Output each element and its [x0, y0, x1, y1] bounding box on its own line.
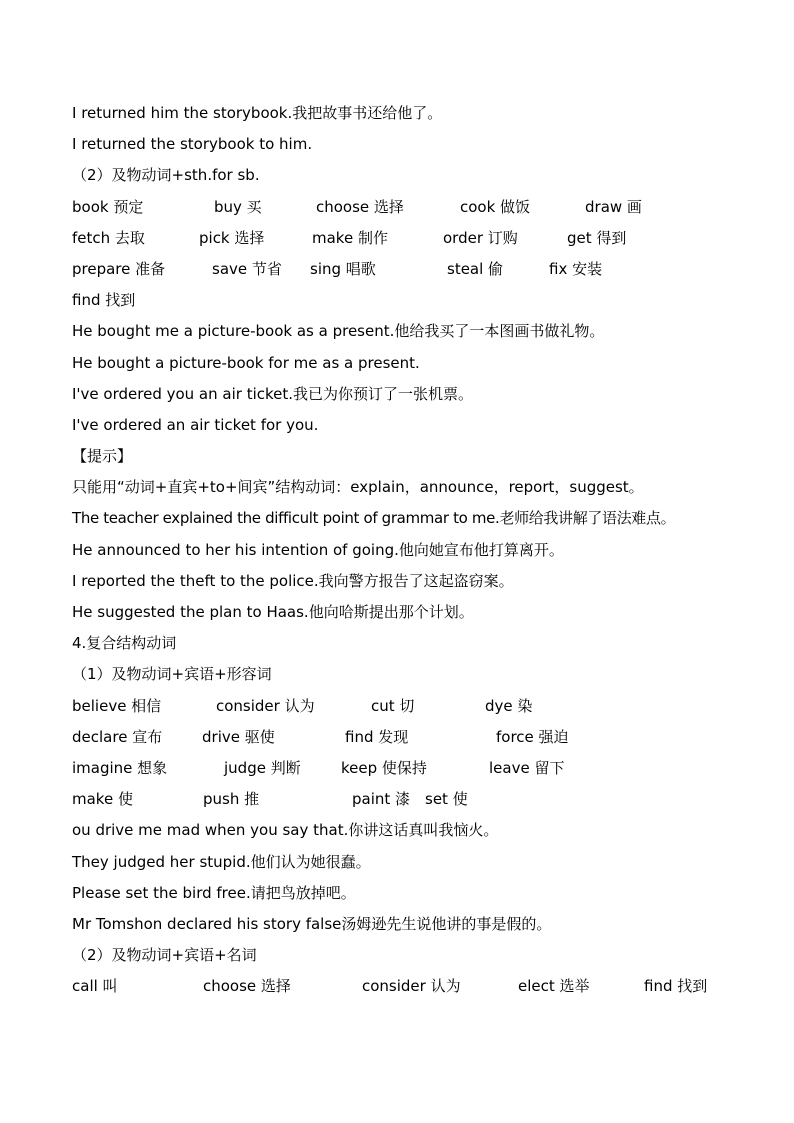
section-heading: （1）及物动词+宾语+形容词 — [72, 665, 272, 684]
vocab-item: choose 选择 — [316, 197, 404, 216]
vocab-item: make 使 — [72, 790, 133, 809]
vocab-item: declare 宣布 — [72, 727, 163, 746]
vocab-item: fix 安装 — [549, 259, 603, 278]
vocab-item: paint 漆 — [352, 790, 411, 809]
section-heading: （2）及物动词+sth.for sb. — [72, 166, 260, 185]
example-sentence: He suggested the plan to Haas.他向哈斯提出那个计划。 — [72, 603, 474, 621]
example-sentence: They judged her stupid.他们认为她很蠢。 — [72, 852, 371, 871]
vocab-item: force 强迫 — [496, 727, 569, 746]
vocab-row — [72, 784, 762, 815]
example-sentence: He bought me a picture-book as a present.他给我买了一本图画书做礼物。 — [72, 322, 605, 341]
section-heading: 4.复合结构动词 — [72, 634, 177, 653]
vocab-item: pick 选择 — [199, 228, 265, 247]
vocab-row — [72, 971, 762, 1002]
vocab-item: prepare 准备 — [72, 259, 166, 278]
tip-heading: 【提示】 — [72, 447, 133, 466]
example-sentence: I've ordered you an air ticket.我已为你预订了一张机票。 — [72, 384, 474, 403]
vocab-item: elect 选举 — [518, 977, 590, 996]
vocab-item: push 推 — [203, 790, 260, 809]
vocab-row — [72, 223, 762, 254]
vocab-row — [72, 691, 762, 722]
vocab-item: imagine 想象 — [72, 758, 168, 777]
vocab-row — [72, 192, 762, 223]
vocab-item: keep 使保持 — [341, 758, 427, 777]
vocab-item: draw 画 — [585, 197, 642, 216]
example-sentence: ou drive me mad when you say that.你讲这话真叫我恼火。 — [72, 821, 499, 840]
vocab-row — [72, 722, 762, 753]
vocab-item: set 使 — [425, 790, 468, 809]
example-sentence: The teacher explained the difficult point of grammar to me.老师给我讲解了语法难点。 — [72, 509, 676, 528]
vocab-item: leave 留下 — [489, 758, 565, 777]
example-sentence: I've ordered an air ticket for you. — [72, 415, 319, 434]
vocab-item: fetch 去取 — [72, 228, 145, 247]
tip-text: 只能用“动词+直宾+to+间宾”结构动词：explain，announce，report，suggest。 — [72, 478, 644, 497]
example-sentence: Mr Tomshon declared his story false汤姆逊先生说他讲的事是假的。 — [72, 914, 552, 933]
vocab-item: cut 切 — [371, 696, 415, 715]
vocab-item: believe 相信 — [72, 696, 162, 715]
vocab-item: drive 驱使 — [202, 727, 275, 746]
vocab-item: sing 唱歌 — [310, 259, 376, 278]
vocab-item: make 制作 — [312, 228, 388, 247]
example-sentence: He announced to her his intention of going.他向她宣布他打算离开。 — [72, 540, 564, 559]
example-sentence: I returned him the storybook.我把故事书还给他了。 — [72, 104, 443, 122]
example-sentence: He bought a picture-book for me as a present. — [72, 353, 420, 372]
example-sentence: Please set the bird free.请把鸟放掉吧。 — [72, 883, 356, 902]
example-sentence: I returned the storybook to him. — [72, 135, 313, 154]
vocab-item: choose 选择 — [203, 977, 291, 996]
vocab-item: buy 买 — [214, 197, 262, 216]
vocab-item: call 叫 — [72, 977, 118, 996]
vocab-item: consider 认为 — [362, 977, 461, 996]
vocab-item: save 节省 — [212, 259, 282, 278]
vocab-item: find 发现 — [345, 727, 409, 746]
vocab-item: judge 判断 — [224, 758, 301, 777]
vocab-item: find 找到 — [72, 291, 136, 310]
example-sentence: I reported the theft to the police.我向警方报告了这起盗窃案。 — [72, 571, 514, 590]
vocab-item: order 订购 — [443, 228, 518, 247]
vocab-item: consider 认为 — [216, 696, 315, 715]
vocab-item: get 得到 — [567, 228, 627, 247]
vocab-item: cook 做饭 — [460, 197, 531, 216]
vocab-item: steal 偷 — [447, 259, 504, 278]
vocab-item: dye 染 — [485, 696, 533, 715]
vocab-row — [72, 753, 762, 784]
section-heading: （2）及物动词+宾语+名词 — [72, 946, 257, 965]
vocab-item: book 预定 — [72, 197, 144, 216]
vocab-row — [72, 254, 762, 285]
document-body — [72, 98, 762, 1002]
vocab-item: find 找到 — [644, 977, 708, 996]
